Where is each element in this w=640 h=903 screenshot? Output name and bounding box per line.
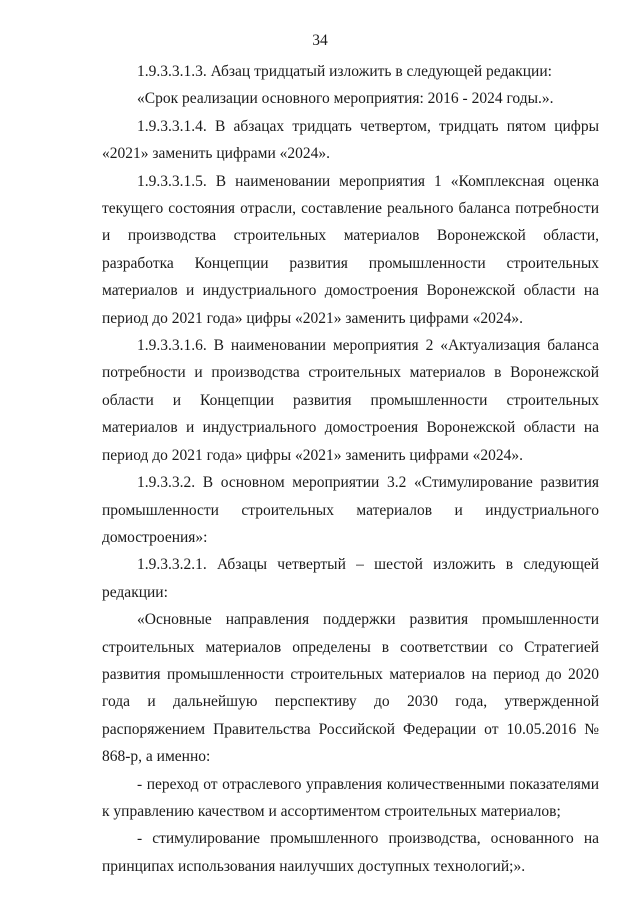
page-number: 34 (312, 32, 328, 49)
list-item-transition: - переход от отраслевого управления количественными показателями к управлению качеством и ассортиментом строительных материалов; (102, 775, 599, 820)
document-body (102, 58, 599, 880)
paragraph-1-9-3-3-1-6: 1.9.3.3.1.6. В наименовании мероприятия 2 «Актуализация баланса потребности и производства строительных материалов в Воронежской области и Концепции развития промышленности строительных материалов и индустриального домостроения Воронежской области на период до 2021 года» цифры «2021» заменить цифрами «2024». (102, 337, 599, 464)
paragraph-1-9-3-3-2-1: 1.9.3.3.2.1. Абзацы четвертый – шестой изложить в следующей редакции: (102, 556, 599, 601)
paragraph-1-9-3-3-1-5: 1.9.3.3.1.5. В наименовании мероприятия 1 «Комплексная оценка текущего состояния отрасли, составление реального баланса потребности и производства строительных материалов Воронежской области, разработка Концепции развития промышленности строительных материалов и индустриального домостроения Воронежской области на период до 2021 года» цифры «2021» заменить цифрами «2024». (102, 172, 599, 327)
paragraph-1-9-3-3-2: 1.9.3.3.2. В основном мероприятии 3.2 «Стимулирование развития промышленности строительных материалов и индустриального домостроения»: (102, 474, 599, 546)
paragraph-quote-term: «Срок реализации основного мероприятия: 2016 - 2024 годы.». (137, 90, 554, 108)
paragraph-1-9-3-3-1-4: 1.9.3.3.1.4. В абзацах тридцать четвертом, тридцать пятом цифры «2021» заменить цифрами «2024». (102, 117, 599, 163)
paragraph-1-9-3-3-1-3: 1.9.3.3.1.3. Абзац тридцатый изложить в следующей редакции: (137, 63, 552, 80)
list-item-stimulation: - стимулирование промышленного производства, основанного на принципах использования наилучших доступных технологий;». (102, 830, 599, 875)
paragraph-quote-directions: «Основные направления поддержки развития промышленности строительных материалов определены в соответствии со Стратегией развития промышленности строительных материалов на период до 2020 года и дальнейшую перспективу до 2030 года, утвержденной распоряжением Правительства Российской Федерации от 10.05.2016 № 868-р, а именно: (102, 611, 599, 766)
